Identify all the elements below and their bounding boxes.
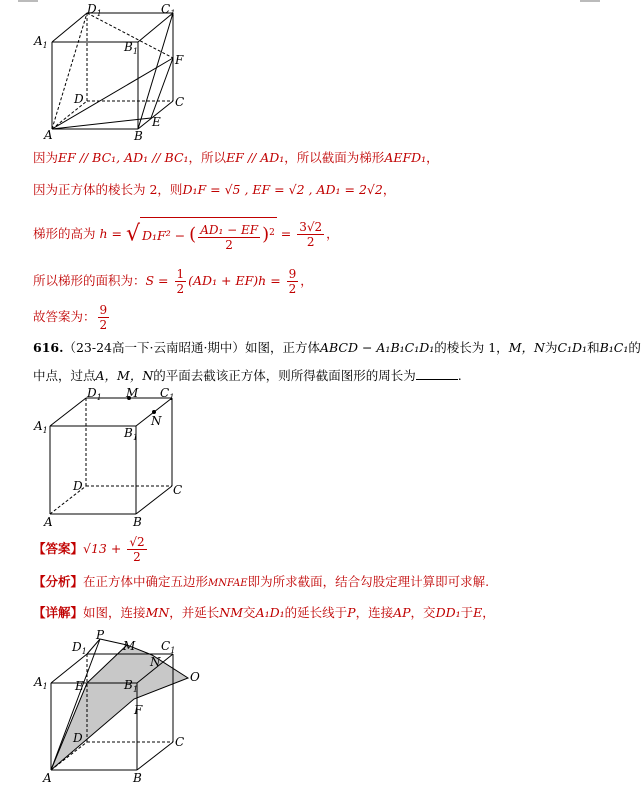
label-C: C bbox=[175, 735, 185, 749]
label-D: D bbox=[74, 92, 84, 106]
label-A1: $A_1$ bbox=[34, 675, 48, 691]
solution-line-2: 因为正方体的棱长为 2，则D₁F = √5 , EF = √2 , AD₁ = 2√2， bbox=[33, 182, 396, 197]
label-A: A bbox=[43, 771, 52, 785]
analysis-line: 【分析】在正方体中确定五边形MNFAE即为所求截面，结合勾股定理计算即可求解. bbox=[33, 574, 490, 589]
label-A: A bbox=[44, 515, 53, 529]
label-B1: $B_1$ bbox=[124, 426, 138, 442]
label-F: F bbox=[134, 703, 143, 717]
cube-figure-1 bbox=[30, 2, 200, 142]
label-P: P bbox=[96, 628, 105, 642]
solution-line-3: 梯形的高为 h = √ D₁F² − ( $\frac{\text{AD₁ − EF}}{2}$ )$^2$ = $\frac{3√2}{2}$ ， bbox=[33, 216, 339, 256]
label-B: B bbox=[133, 515, 142, 529]
label-F: F bbox=[175, 53, 184, 67]
label-N: N bbox=[151, 414, 162, 428]
label-N: N bbox=[150, 655, 161, 669]
label-E: E bbox=[75, 679, 84, 693]
label-B: B bbox=[133, 771, 142, 785]
answer-blank bbox=[416, 367, 458, 380]
label-B1: $B_1$ bbox=[124, 40, 138, 56]
section-pentagon bbox=[51, 645, 188, 770]
solution-line-5: 故答案为： $\frac{9}{2}$ bbox=[33, 303, 108, 332]
label-A1: $A_1$ bbox=[34, 34, 48, 50]
label-E: E bbox=[152, 115, 161, 129]
problem-616-line-2: 中点，过点A，M，N的平面去截该正方体，则所得截面图形的周长为 . bbox=[33, 368, 462, 383]
label-D: D bbox=[73, 731, 83, 745]
label-M: M bbox=[123, 639, 136, 653]
label-D: D bbox=[73, 479, 83, 493]
cube-figure-2 bbox=[30, 386, 200, 530]
solution-line-4: 所以梯形的面积为：S = $\frac{1}{2}$ (AD₁ + EF)h = $\frac{9}{2}$ ， bbox=[33, 267, 313, 296]
label-C1: $C_1$ bbox=[160, 386, 175, 402]
label-C1: $C_1$ bbox=[161, 2, 176, 18]
label-D1: $D_1$ bbox=[87, 2, 102, 18]
label-C: C bbox=[175, 95, 185, 109]
detail-line: 【详解】如图，连接MN，并延长NM交A₁D₁的延长线于P，连接AP，交DD₁于E， bbox=[33, 605, 495, 620]
label-M: M bbox=[126, 386, 139, 400]
label-B: B bbox=[134, 129, 143, 143]
label-A1: $A_1$ bbox=[34, 419, 48, 435]
problem-616-line-1: 616.（23-24高一下·云南昭通·期中）如图，正方体ABCD − A₁B₁C₁D₁的棱长为 1，M，N为C₁D₁和B₁C₁的 bbox=[33, 340, 641, 355]
label-C: C bbox=[173, 483, 183, 497]
label-A: A bbox=[44, 128, 53, 142]
label-B1: $B_1$ bbox=[124, 678, 138, 694]
cube-figure-3 bbox=[30, 628, 230, 785]
label-D1: $D_1$ bbox=[72, 640, 87, 656]
solution-line-1: 因为EF // BC₁, AD₁ // BC₁，所以EF // AD₁，所以截面为梯形AEFD₁， bbox=[33, 150, 439, 165]
label-D1: $D_1$ bbox=[87, 386, 102, 402]
answer-line: 【答案】√13 + $\frac{√2}{2}$ bbox=[33, 535, 145, 564]
label-O: O bbox=[190, 670, 200, 684]
page-edge-mark bbox=[580, 0, 600, 2]
label-C1: $C_1$ bbox=[161, 639, 176, 655]
